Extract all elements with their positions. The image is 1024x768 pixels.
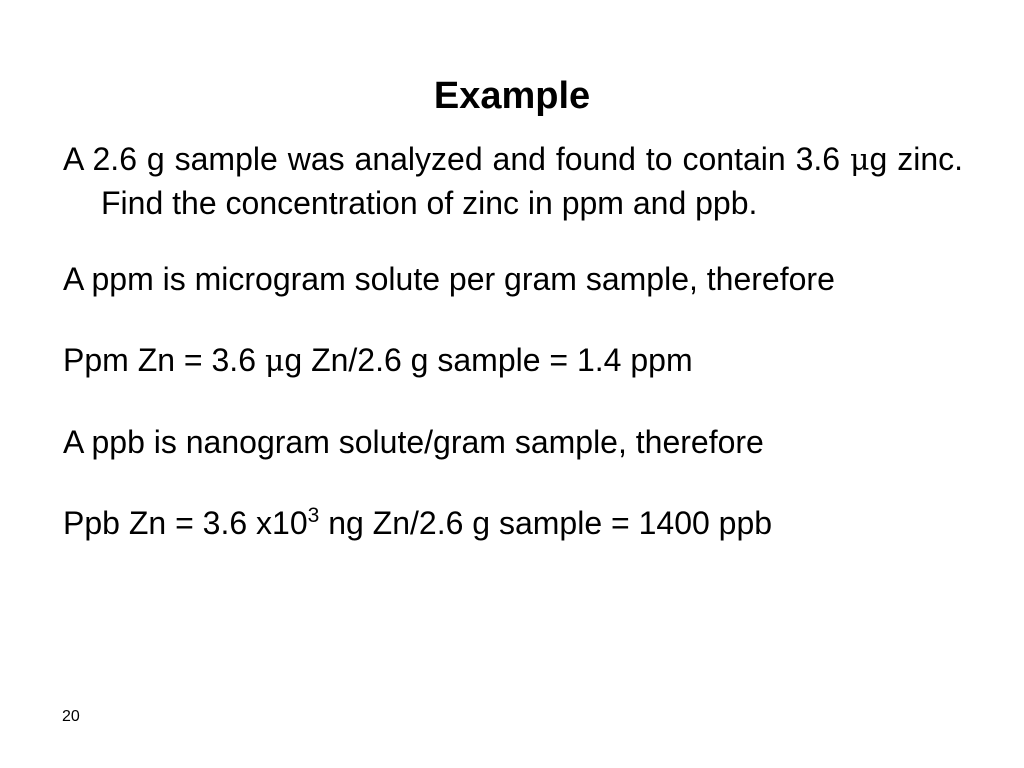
ppb-calculation bbox=[63, 502, 963, 545]
micro-symbol: μ bbox=[849, 143, 870, 178]
page-number: 20 bbox=[62, 708, 80, 725]
ppm-calculation-end: g Zn/2.6 g sample = 1.4 ppm bbox=[284, 342, 693, 378]
problem-statement bbox=[63, 138, 963, 225]
problem-text-end: g zinc. Find the concentration of zinc in ppm and ppb. bbox=[101, 141, 963, 221]
slide-body bbox=[63, 138, 963, 545]
ppb-calculation-end: ng Zn/2.6 g sample = 1400 ppb bbox=[319, 505, 773, 541]
ppb-calculation-start: Ppb Zn = 3.6 x10 bbox=[63, 505, 308, 541]
exponent: 3 bbox=[307, 504, 320, 527]
micro-symbol: μ bbox=[264, 344, 285, 379]
ppm-definition: A ppm is microgram solute per gram sample, therefore bbox=[63, 261, 835, 297]
slide-title: Example bbox=[433, 75, 591, 117]
ppb-definition: A ppb is nanogram solute/gram sample, therefore bbox=[63, 424, 764, 460]
problem-text-start: A 2.6 g sample was analyzed and found to contain 3.6 bbox=[63, 141, 850, 177]
ppm-calculation bbox=[63, 339, 963, 383]
ppm-calculation-start: Ppm Zn = 3.6 bbox=[63, 342, 265, 378]
